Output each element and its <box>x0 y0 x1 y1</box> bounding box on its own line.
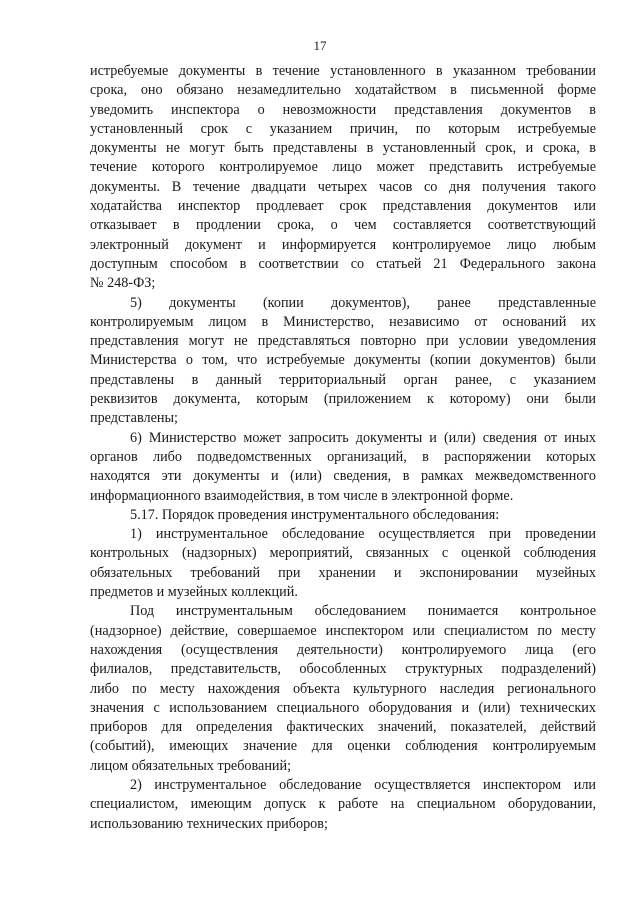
text-line: контрольных (надзорных) мероприятий, связанных с оценкой соблюдения <box>90 545 596 562</box>
text-line: приборов для определения фактических значений, показателей, действий <box>90 719 596 736</box>
text-line: отказывает в продлении срока, о чем составляется соответствующий <box>90 217 596 234</box>
text-line: нахождения (осуществления деятельности) контролируемого лица (его <box>90 641 596 658</box>
text-line: использованию технических приборов; <box>90 815 328 832</box>
text-line: электронный документ и информируется контролируемое лицо любым <box>90 236 596 253</box>
text-line: специалистом, имеющим допуск к работе на специальном оборудовании, <box>90 796 596 813</box>
text-line: срока, оно обязано незамедлительно ходатайством в письменной форме <box>90 82 596 99</box>
text-line: ходатайства инспектор продлевает срок представления документов или <box>90 198 596 215</box>
text-line: представлены в данный территориальный орган ранее, с указанием <box>90 371 596 388</box>
text-line: значения с использованием специального оборудования и (или) технических <box>90 699 596 716</box>
text-line: 6) Министерство может запросить документы и (или) сведения от иных <box>130 429 596 446</box>
text-line: реквизитов документа, которым (приложением к которому) они были <box>90 391 596 408</box>
text-line: № 248-ФЗ; <box>90 275 156 292</box>
text-line: филиалов, представительств, обособленных структурных подразделений) <box>90 661 596 678</box>
text-line: органов либо подведомственных организаций, в распоряжении которых <box>90 448 596 465</box>
text-line: 5.17. Порядок проведения инструментального обследования: <box>130 506 500 523</box>
text-line: 1) инструментальное обследование осуществляется при проведении <box>130 526 596 543</box>
text-line: Министерства о том, что истребуемые документы (копии документов) были <box>90 352 596 369</box>
text-line: находятся эти документы и (или) сведения, в рамках межведомственного <box>90 468 596 485</box>
text-line: доступным способом в соответствии со статьей 21 Федерального закона <box>90 255 596 272</box>
text-line: истребуемые документы в течение установленного в указанном требовании <box>90 63 596 79</box>
text-line: контролируемым лицом в Министерство, независимо от оснований их <box>90 313 596 330</box>
text-line: лицом обязательных требований; <box>90 757 292 774</box>
text-line: Под инструментальным обследованием понимается контрольное <box>130 603 596 620</box>
text-line: информационного взаимодействия, в том числе в электронной форме. <box>90 487 514 504</box>
text-line: течение которого контролируемое лицо может представить истребуемые <box>90 159 596 176</box>
text-line: представления могут не представляться повторно при условии уведомления <box>90 333 596 350</box>
text-line: (событий), имеющих значение для оценки соблюдения контролируемым <box>90 738 596 755</box>
text-line: предметов и музейных коллекций. <box>90 584 298 601</box>
text-line: представлены; <box>90 410 178 427</box>
body-text <box>90 62 596 834</box>
text-line: 2) инструментальное обследование осуществляется инспектором или <box>130 776 596 793</box>
text-line: установленный срок с указанием причин, по которым истребуемые <box>90 120 596 137</box>
text-line: документы. В течение двадцати четырех часов со дня получения такого <box>90 178 596 195</box>
text-line: уведомить инспектора о невозможности представления документов в <box>90 101 596 118</box>
text-line: 5) документы (копии документов), ранее представленные <box>130 294 596 311</box>
page-number: 17 <box>313 38 327 53</box>
text-line: документы не могут быть представлены в установленный срок, и срока, в <box>90 140 596 157</box>
text-line: обязательных требований при хранении и экспонировании музейных <box>90 564 596 581</box>
text-line: (надзорное) действие, совершаемое инспектором или специалистом по месту <box>90 622 596 639</box>
text-line: либо по месту нахождения объекта культурного наследия регионального <box>90 680 596 697</box>
